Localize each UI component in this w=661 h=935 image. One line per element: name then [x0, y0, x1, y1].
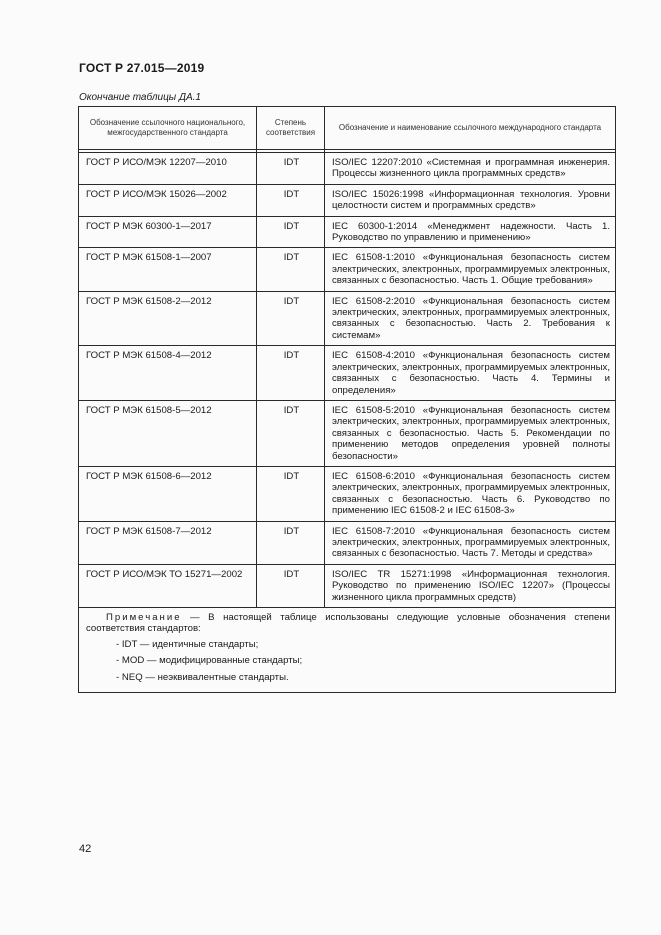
- table-row: [79, 466, 616, 521]
- column-header-national: Обозначение ссылочного национального, межгосударственного стандарта: [79, 107, 257, 150]
- reference-standards-table: [78, 106, 616, 693]
- degree-cell: IDT: [257, 521, 325, 564]
- note-label: Примечание: [106, 612, 182, 623]
- table-row: [79, 291, 616, 346]
- note-item-mod: - MOD — модифицированные стандарты;: [116, 655, 303, 667]
- international-standard-cell: IEC 61508-4:2010 «Функциональная безопасность систем электрических, электронных, программируемых электронных, связанных с безопасностью. Часть 4. Термины и определения»: [325, 346, 616, 401]
- table-row: [79, 248, 616, 291]
- note-item-idt: - IDT — идентичные стандарты;: [116, 638, 259, 650]
- international-standard-cell: ISO/IEC 15026:1998 «Информационная технология. Уровни целостности систем и программных средств»: [325, 184, 616, 216]
- national-standard-cell: ГОСТ Р МЭК 61508-7—2012: [79, 521, 257, 564]
- national-standard-cell: ГОСТ Р ИСО/МЭК 12207—2010: [79, 153, 257, 185]
- column-header-degree: Степень соответствия: [257, 107, 325, 150]
- degree-cell: IDT: [257, 291, 325, 346]
- national-standard-cell: ГОСТ Р МЭК 61508-4—2012: [79, 346, 257, 401]
- degree-cell: IDT: [257, 346, 325, 401]
- page-number: 42: [79, 843, 92, 855]
- international-standard-cell: ISO/IEC 12207:2010 «Системная и программная инженерия. Процессы жизненного цикла программных средств»: [325, 153, 616, 185]
- international-standard-cell: ISO/IEC TR 15271:1998 «Информационная технология. Руководство по применению ISO/IEC 12207» (Процессы жизненного цикла программных средств): [325, 564, 616, 607]
- note-row: [79, 608, 616, 693]
- degree-cell: IDT: [257, 564, 325, 607]
- note-body: [86, 612, 610, 635]
- table-row: [79, 184, 616, 216]
- table-caption: Окончание таблицы ДА.1: [79, 92, 201, 103]
- degree-cell: IDT: [257, 400, 325, 466]
- note-item-neq: - NEQ — неэквивалентные стандарты.: [116, 671, 289, 683]
- degree-cell: IDT: [257, 184, 325, 216]
- column-header-international: Обозначение и наименование ссылочного международного стандарта: [325, 107, 616, 150]
- table-note: [79, 608, 616, 693]
- international-standard-cell: IEC 61508-6:2010 «Функциональная безопасность систем электрических, электронных, программируемых электронных, связанных с безопасностью. Часть 6. Руководство по применению IEC 61508-2 и IEC 61508-3»: [325, 466, 616, 521]
- table-row: [79, 153, 616, 185]
- national-standard-cell: ГОСТ Р МЭК 61508-2—2012: [79, 291, 257, 346]
- international-standard-cell: IEC 61508-7:2010 «Функциональная безопасность систем электрических, электронных, программируемых электронных, связанных с безопасностью. Часть 7. Методы и средства»: [325, 521, 616, 564]
- international-standard-cell: IEC 61508-1:2010 «Функциональная безопасность систем электрических, электронных, программируемых электронных, связанных с безопасностью. Часть 1. Общие требования»: [325, 248, 616, 291]
- national-standard-cell: ГОСТ Р МЭК 60300-1—2017: [79, 216, 257, 248]
- national-standard-cell: ГОСТ Р ИСО/МЭК ТО 15271—2002: [79, 564, 257, 607]
- note-list: [86, 639, 610, 683]
- table-row: [79, 564, 616, 607]
- national-standard-cell: ГОСТ Р МЭК 61508-5—2012: [79, 400, 257, 466]
- table-row: [79, 521, 616, 564]
- table-row: [79, 346, 616, 401]
- degree-cell: IDT: [257, 216, 325, 248]
- international-standard-cell: IEC 60300-1:2014 «Менеджмент надежности. Часть 1. Руководство по управлению и применению»: [325, 216, 616, 248]
- table-body: [79, 150, 616, 608]
- international-standard-cell: IEC 61508-2:2010 «Функциональная безопасность систем электрических, электронных, программируемых электронных, связанных с безопасностью. Часть 2. Требования к системам»: [325, 291, 616, 346]
- table-row: [79, 216, 616, 248]
- degree-cell: IDT: [257, 153, 325, 185]
- national-standard-cell: ГОСТ Р МЭК 61508-6—2012: [79, 466, 257, 521]
- national-standard-cell: ГОСТ Р МЭК 61508-1—2007: [79, 248, 257, 291]
- international-standard-cell: IEC 61508-5:2010 «Функциональная безопасность систем электрических, электронных, программируемых электронных, связанных с безопасностью. Часть 5. Рекомендации по применению методов определения уровней полноты безопасности»: [325, 400, 616, 466]
- table-header-row: [79, 107, 616, 150]
- degree-cell: IDT: [257, 466, 325, 521]
- note-text: — В настоящей таблице использованы следующие условные обозначения степени соответствия стандартов:: [86, 612, 610, 635]
- national-standard-cell: ГОСТ Р ИСО/МЭК 15026—2002: [79, 184, 257, 216]
- document-header: ГОСТ Р 27.015—2019: [79, 61, 205, 75]
- table-row: [79, 400, 616, 466]
- degree-cell: IDT: [257, 248, 325, 291]
